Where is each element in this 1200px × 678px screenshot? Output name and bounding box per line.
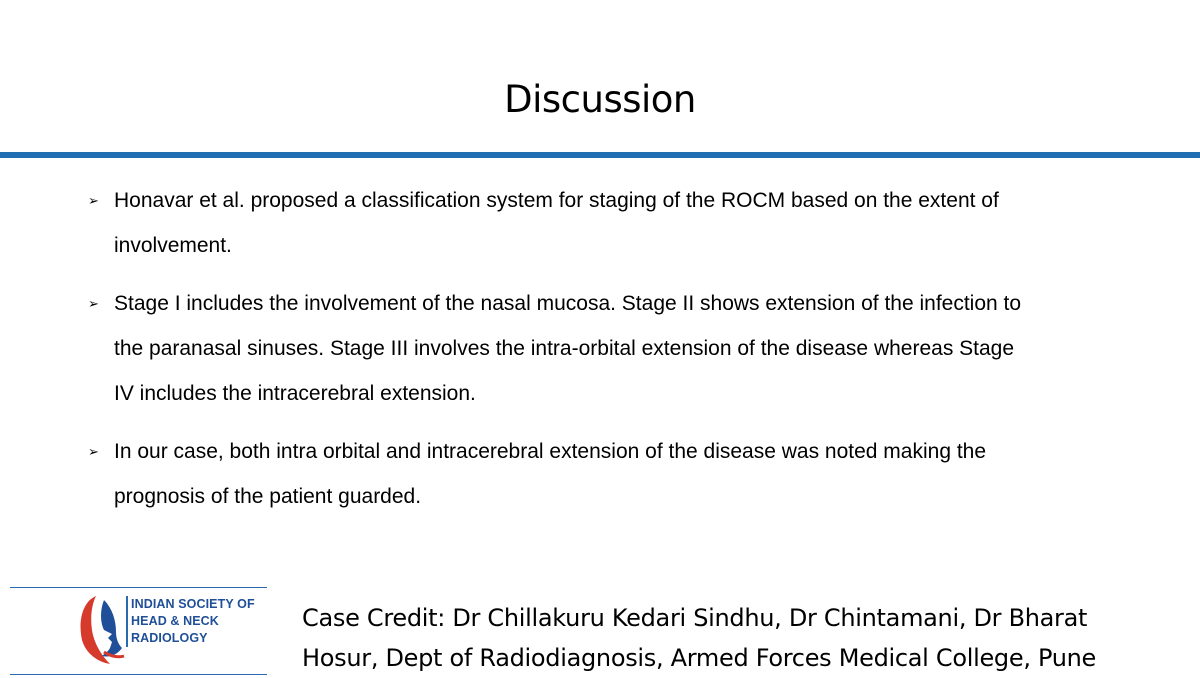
bullet-item [88,429,1128,519]
arrow-bullet-icon: ➢ [88,296,99,311]
bullet-line: prognosis of the patient guarded. [114,485,422,508]
logo-text-line: RADIOLOGY [131,631,208,645]
bullet-line: IV includes the intracerebral extension. [114,382,476,405]
bullet-line: In our case, both intra orbital and intracerebral extension of the disease was noted making the [114,440,987,463]
bullet-list [88,178,1128,532]
head-profile-emblem-icon [74,592,128,668]
title-divider [0,152,1200,158]
logo-text-line: HEAD & NECK [131,614,219,628]
slide-title: Discussion [504,78,696,121]
bullet-line: Stage I includes the involvement of the nasal mucosa. Stage II shows extension of the infection to [114,292,1022,315]
bullet-line: involvement. [114,234,232,257]
arrow-bullet-icon: ➢ [88,193,99,208]
society-logo-text [126,596,255,647]
logo-text-line: INDIAN SOCIETY OF [131,597,255,611]
bullet-line: Honavar et al. proposed a classification system for staging of the ROCM based on the extent of [114,189,999,212]
society-logo [10,587,267,675]
bullet-item [88,178,1128,268]
credit-line: Hosur, Dept of Radiodiagnosis, Armed Forces Medical College, Pune [302,644,1097,672]
bullet-line: the paranasal sinuses. Stage III involves the intra-orbital extension of the disease whereas Stage [114,337,1015,360]
case-credit [302,598,1182,678]
credit-line: Case Credit: Dr Chillakuru Kedari Sindhu, Dr Chintamani, Dr Bharat [302,604,1088,632]
bullet-item [88,281,1128,416]
arrow-bullet-icon: ➢ [88,444,99,459]
